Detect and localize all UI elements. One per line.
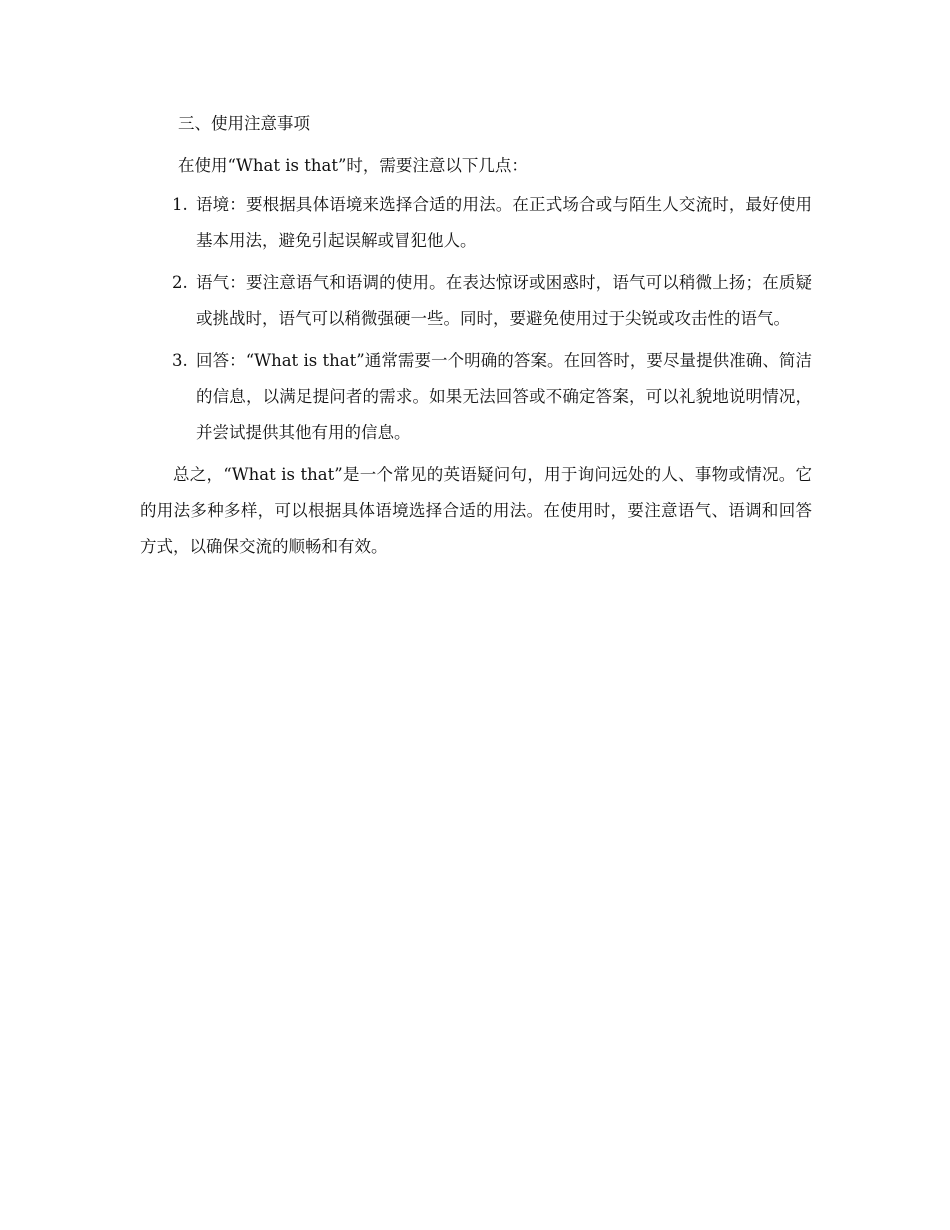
- list-item-text: 语境：要根据具体语境来选择合适的用法。在正式场合或与陌生人交流时，最好使用基本用法，避免引起误解或冒犯他人。: [196, 195, 812, 250]
- list-item: [140, 187, 812, 259]
- notes-list: [140, 187, 812, 451]
- list-item: [140, 265, 812, 337]
- list-item-number: 3.: [172, 351, 188, 370]
- list-item: [140, 343, 812, 451]
- list-item-number: 1.: [172, 195, 188, 214]
- summary-paragraph: 总之，“What is that”是一个常见的英语疑问句，用于询问远处的人、事物或情况。它的用法多种多样，可以根据具体语境选择合适的用法。在使用时，要注意语气、语调和回答方式，以确保交流的顺畅和有效。: [140, 465, 812, 556]
- list-item-number: 2.: [172, 273, 188, 292]
- section-heading: 三、使用注意事项: [178, 114, 310, 133]
- intro-paragraph: 在使用“What is that”时，需要注意以下几点：: [178, 156, 528, 175]
- list-item-text: 语气：要注意语气和语调的使用。在表达惊讶或困惑时，语气可以稍微上扬；在质疑或挑战时，语气可以稍微强硬一些。同时，要避免使用过于尖锐或攻击性的语气。: [196, 273, 812, 328]
- document-body: [140, 108, 812, 565]
- list-item-text: 回答：“What is that”通常需要一个明确的答案。在回答时，要尽量提供准确、简洁的信息，以满足提问者的需求。如果无法回答或不确定答案，可以礼貌地说明情况，并尝试提供其他有用的信息。: [196, 351, 812, 442]
